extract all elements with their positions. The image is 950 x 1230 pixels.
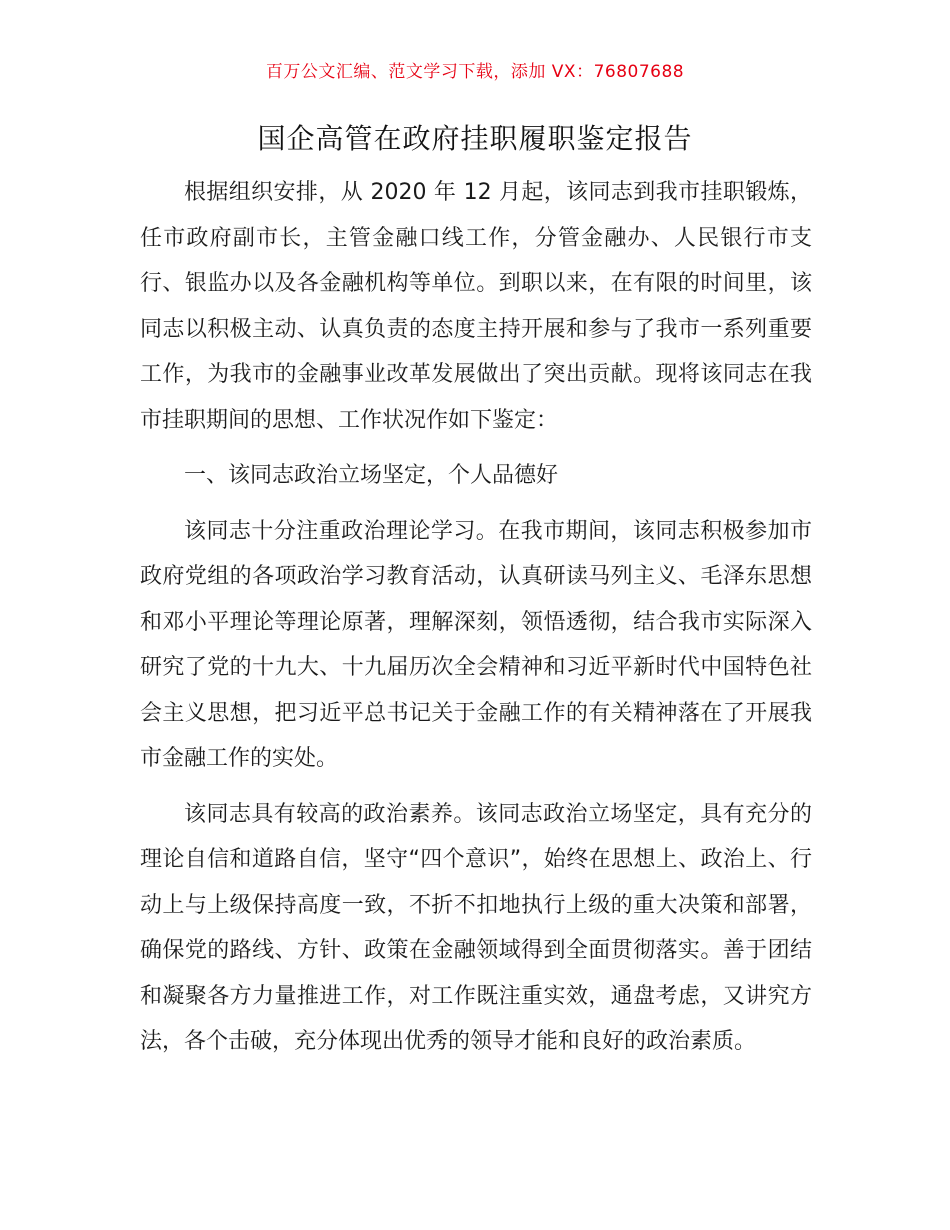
section1-paragraph-2: 该同志具有较高的政治素养。该同志政治立场坚定，具有充分的理论自信和道路自信，坚守“四个意识”，始终在思想上、政治上、行动上与上级保持高度一致，不折不扣地执行上级的重大决策和部署，确保党的路线、方针、政策在金融领域得到全面贯彻落实。善于团结和凝聚各方力量推进工作，对工作既注重实效，通盘考虑，又讲究方法，各个击破，充分体现出优秀的领导才能和良好的政治素质。: [140, 801, 812, 1054]
section1-paragraph-1: 该同志十分注重政治理论学习。在我市期间，该同志积极参加市政府党组的各项政治学习教育活动，认真研读马列主义、毛泽东思想和邓小平理论等理论原著，理解深刻，领悟透彻，结合我市实际深入研究了党的十九大、十九届历次全会精神和习近平新时代中国特色社会主义思想，把习近平总书记关于金融工作的有关精神落在了开展我市金融工作的实处。: [140, 518, 812, 771]
section-heading-1: 一、该同志政治立场坚定，个人品德好: [184, 463, 559, 488]
paragraph-gap: [140, 782, 812, 792]
header-note: 百万公文汇编、范文学习下载，添加 VX：76807688: [265, 62, 685, 82]
intro-paragraph: 根据组织安排，从 2020 年 12 月起，该同志到我市挂职锻炼，任市政府副市长，主管金融口线工作，分管金融办、人民银行市支行、银监办以及各金融机构等单位。到职以来，在有限的时间里，该同志以积极主动、认真负责的态度主持开展和参与了我市一系列重要工作，为我市的金融事业改革发展做出了突出贡献。现将该同志在我市挂职期间的思想、工作状况作如下鉴定：: [140, 180, 812, 433]
document-title: 国企高管在政府挂职履职鉴定报告: [257, 122, 693, 155]
document-body: [140, 170, 812, 1065]
